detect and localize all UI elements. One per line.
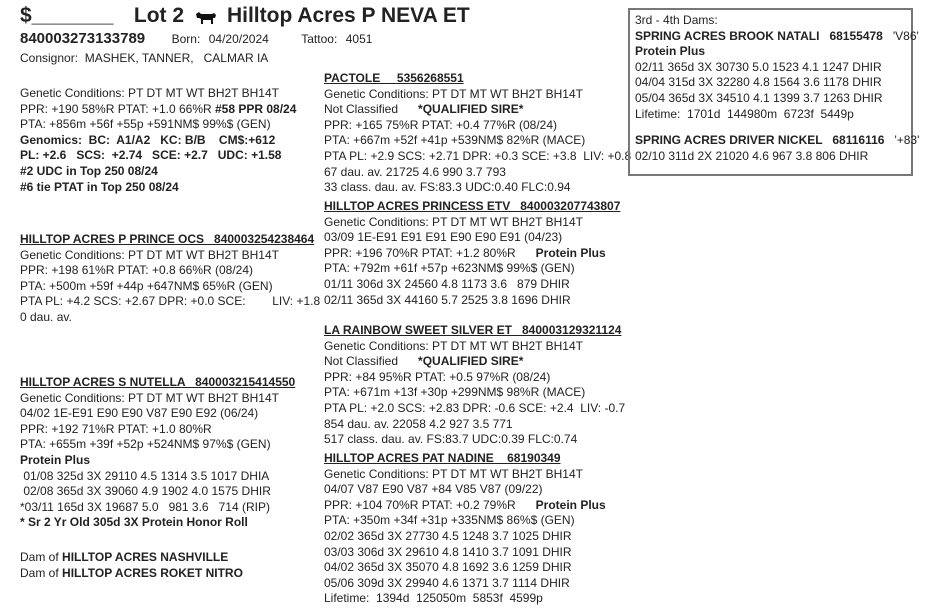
pactole-genetic: Genetic Conditions: PT DT MT WT BH2T BH14T xyxy=(324,86,583,101)
nadine-line: 02/02 365d 3X 27730 4.5 1248 3.7 1025 DHIR xyxy=(324,528,572,543)
sire-title: HILLTOP ACRES P PRINCE OCS 840003254238464 xyxy=(20,232,315,246)
princess-line: PTA: +792m +61f +57p +623NM$ 99%$ (GEN) xyxy=(324,261,575,276)
princess-line: 02/11 365d 3X 44160 5.7 2525 3.8 1696 DHIR xyxy=(324,292,571,307)
pactole-line: PPR: +165 75%R PTAT: +0.4 77%R (08/24) xyxy=(324,117,558,132)
pactole-classified: Not Classified *QUALIFIED SIRE* xyxy=(324,102,524,117)
protein-plus: Protein Plus xyxy=(20,452,91,467)
born-label: Born: xyxy=(171,32,201,46)
registration-id: 840003273133789 xyxy=(20,30,146,47)
nadine-line: 04/02 365d 3X 35070 4.8 1692 3.6 1259 DHIR xyxy=(324,560,572,575)
consignor: Consignor: MASHEK, TANNER, CALMAR IA xyxy=(20,51,269,65)
genomics-line: Genomics: BC: A1/A2 KC: B/B CM$:+612 xyxy=(20,132,276,147)
rainbow-line: 517 class. dau. av. FS:83.7 UDC:0.39 FLC:0.74 xyxy=(324,432,578,447)
nickel-record: 02/10 311d 2X 21020 4.6 967 3.8 806 DHIR xyxy=(635,148,869,163)
rainbow-line: PTA PL: +2.0 SCS: +2.83 DPR: -0.6 SCE: +2.4 LIV: -0.7 xyxy=(324,400,626,415)
pl-line: PL: +2.6 SCS: +2.74 SCE: +2.7 UDC: +1.58 xyxy=(20,148,282,163)
rainbow-line: PPR: +84 95%R PTAT: +0.5 97%R (08/24) xyxy=(324,369,551,384)
nadine-ppr: PPR: +104 70%R PTAT: +0.2 79%R Protein Plus xyxy=(324,497,606,512)
dams-box xyxy=(628,8,920,176)
tattoo-value: 4051 xyxy=(345,32,373,46)
rainbow-line: 854 dau. av. 22058 4.2 927 3.5 771 xyxy=(324,416,513,431)
rainbow-title: LA RAINBOW SWEET SILVER ET 840003129321124 xyxy=(324,323,622,337)
rainbow-classified: Not Classified *QUALIFIED SIRE* xyxy=(324,354,524,369)
sire-line: PTA: +500m +59f +44p +647NM$ 65%R (GEN) xyxy=(20,278,273,293)
animal-name: Hilltop Acres P NEVA ET xyxy=(226,4,470,27)
natali-protein-plus: Protein Plus xyxy=(635,44,706,59)
rainbow-genetic: Genetic Conditions: PT DT MT WT BH2T BH14T xyxy=(324,338,583,353)
animal-details xyxy=(20,86,296,195)
nadine-lifetime: Lifetime: 1394d 125050m 5853f 4599p xyxy=(324,591,543,606)
dam-line: PPR: +192 71%R PTAT: +1.0 80%R xyxy=(20,421,212,436)
dam-of-line: Dam of HILLTOP ACRES ROKET NITRO xyxy=(20,565,243,580)
sire-line: Genetic Conditions: PT DT MT WT BH2T BH14T xyxy=(20,247,279,262)
sire-line: PTA PL: +4.2 SCS: +2.67 DPR: +0.0 SCE: LIV: +1.8 xyxy=(20,294,321,309)
dam-of-line: Dam of HILLTOP ACRES NASHVILLE xyxy=(20,550,229,564)
natali-record: 02/11 365d 3X 30730 5.0 1523 4.1 1247 DHIR xyxy=(635,59,882,74)
tattoo-label: Tattoo: xyxy=(301,32,338,46)
pactole-line: PTA: +667m +52f +41p +539NM$ 82%R (MACE) xyxy=(324,133,586,148)
dams-box-label: 3rd - 4th Dams: xyxy=(635,13,718,27)
dam-section xyxy=(20,375,295,531)
sire-section xyxy=(20,232,320,326)
ppr-line: PPR: +190 58%R PTAT: +1.0 66%R #58 PPR 08/24 xyxy=(20,101,297,116)
lot-number: Lot 2 xyxy=(133,4,185,27)
princess-title: HILLTOP ACRES PRINCESS ETV 840003207743807 xyxy=(324,199,621,213)
honor-roll: * Sr 2 Yr Old 305d 3X Protein Honor Roll xyxy=(20,515,248,530)
born-date: 04/20/2024 xyxy=(208,32,269,46)
udc-rank: #2 UDC in Top 250 08/24 xyxy=(20,163,158,178)
pta-line: PTA: +856m +56f +55p +591NM$ 99%$ (GEN) xyxy=(20,117,271,132)
price-field: $_______ xyxy=(20,4,114,27)
dam-title: HILLTOP ACRES S NUTELLA 840003215414550 xyxy=(20,375,296,389)
pactole-line: 67 dau. av. 21725 4.6 990 3.7 793 xyxy=(324,164,506,179)
natali-record: 04/04 315d 3X 32280 4.8 1564 3.6 1178 DHIR xyxy=(635,75,882,90)
princess-line: 01/11 306d 3X 24560 4.8 1173 3.6 879 DHIR xyxy=(324,276,570,291)
princess-section xyxy=(324,199,620,308)
dam-line: PTA: +655m +39f +52p +524NM$ 97%$ (GEN) xyxy=(20,437,271,452)
natali-title: SPRING ACRES BROOK NATALI 68155478 'V86' xyxy=(635,28,919,43)
dam-record: *03/11 165d 3X 19687 5.0 981 3.6 714 (RIP) xyxy=(20,499,270,514)
lot-header xyxy=(20,4,470,30)
dam-line: 04/02 1E-E91 E90 E90 V87 E90 E92 (06/24) xyxy=(20,406,259,421)
dam-of-section xyxy=(20,550,243,581)
pactole-line: PTA PL: +2.9 SCS: +2.71 DPR: +0.3 SCE: +3.8 LIV: +0.8 xyxy=(324,148,632,163)
natali-lifetime: Lifetime: 1701d 144980m 6723f 5449p xyxy=(635,106,854,121)
nadine-line: PTA: +350m +34f +31p +335NM$ 86%$ (GEN) xyxy=(324,513,575,528)
cow-icon xyxy=(195,10,217,26)
dam-line: Genetic Conditions: PT DT MT WT BH2T BH14T xyxy=(20,390,279,405)
sire-line: PPR: +198 61%R PTAT: +0.8 66%R (08/24) xyxy=(20,263,254,278)
id-row xyxy=(20,30,372,48)
dam-record: 02/08 365d 3X 39060 4.9 1902 4.0 1575 DHIR xyxy=(20,484,271,499)
nadine-section xyxy=(324,451,606,607)
rainbow-section xyxy=(324,323,625,448)
nadine-line: 04/07 V87 E90 V87 +84 V85 V87 (09/22) xyxy=(324,482,543,497)
princess-line: 03/09 1E-E91 E91 E91 E90 E90 E91 (04/23) xyxy=(324,230,563,245)
nadine-line: Genetic Conditions: PT DT MT WT BH2T BH14T xyxy=(324,466,583,481)
dam-record: 01/08 325d 3X 29110 4.5 1314 3.5 1017 DHIA xyxy=(20,468,270,483)
pactole-line: 33 class. dau. av. FS:83.3 UDC:0.40 FLC:0.94 xyxy=(324,180,571,195)
nadine-line: 03/03 306d 3X 29610 4.8 1410 3.7 1091 DHIR xyxy=(324,544,572,559)
princess-ppr: PPR: +196 70%R PTAT: +1.2 80%R Protein Plus xyxy=(324,245,606,260)
nadine-title: HILLTOP ACRES PAT NADINE 68190349 xyxy=(324,451,561,465)
natali-record: 05/04 365d 3X 34510 4.1 1399 3.7 1263 DHIR xyxy=(635,90,883,105)
genetic-conditions: Genetic Conditions: PT DT MT WT BH2T BH14T xyxy=(20,86,279,100)
rainbow-line: PTA: +671m +13f +30p +299NM$ 98%R (MACE) xyxy=(324,385,586,400)
sire-line: 0 dau. av. xyxy=(20,309,72,324)
nadine-line: 05/06 309d 3X 29940 4.6 1371 3.7 1114 DHIR xyxy=(324,575,570,590)
ptat-rank: #6 tie PTAT in Top 250 08/24 xyxy=(20,179,179,194)
pactole-title: PACTOLE 5356268551 xyxy=(324,71,464,85)
pactole-section xyxy=(324,71,631,196)
nickel-title: SPRING ACRES DRIVER NICKEL 68116116 '+83' xyxy=(635,133,920,148)
princess-line: Genetic Conditions: PT DT MT WT BH2T BH14T xyxy=(324,214,583,229)
